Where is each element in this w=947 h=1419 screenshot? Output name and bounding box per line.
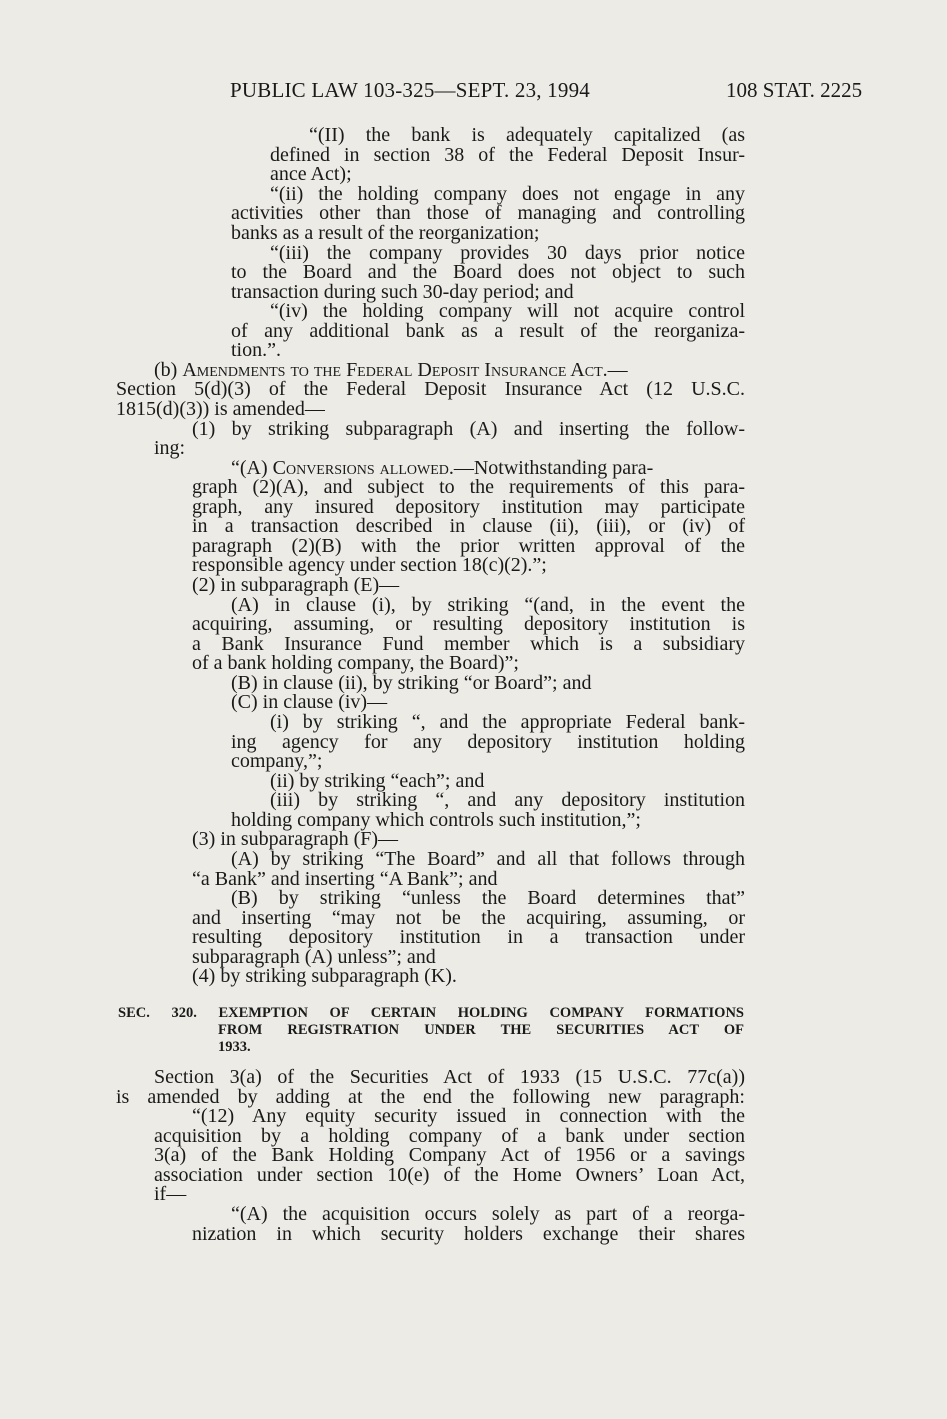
text-line: (2) in subparagraph (E)— bbox=[192, 574, 400, 596]
subsection-heading-text: Amendments to the Federal Deposit Insurance Act. bbox=[182, 359, 608, 381]
text-line: (4) by striking subparagraph (K). bbox=[192, 965, 457, 987]
running-head: PUBLIC LAW 103-325—SEPT. 23, 1994 bbox=[230, 78, 590, 102]
text-line: graph (2)(A), and subject to the requirements of this para- bbox=[192, 476, 745, 498]
text-line: (3) in subparagraph (F)— bbox=[192, 828, 399, 850]
text-line: nization in which security holders exchange their shares bbox=[192, 1223, 745, 1245]
text-line: “(iv) the holding company will not acquire control bbox=[270, 300, 745, 322]
text-line: banks as a result of the reorganization; bbox=[231, 222, 540, 244]
heading-dash: —Notwithstanding para- bbox=[453, 457, 654, 479]
text-line: activities other than those of managing and controlling bbox=[231, 202, 745, 224]
text-line: (C) in clause (iv)— bbox=[231, 691, 388, 713]
text-line: (i) by striking “, and the appropriate Federal bank- bbox=[270, 711, 745, 733]
text-line: is amended by adding at the end the following new paragraph: bbox=[116, 1086, 745, 1108]
text-line: “(ii) the holding company does not engage in any bbox=[270, 183, 745, 205]
text-line: “(iii) the company provides 30 days prior notice bbox=[270, 242, 745, 264]
heading-dash: — bbox=[607, 359, 628, 381]
text-line: of any additional bank as a result of the reorganiza- bbox=[231, 320, 745, 342]
text-line: “(II) the bank is adequately capitalized (as bbox=[309, 124, 745, 146]
statute-page-reference: 108 STAT. 2225 bbox=[726, 78, 863, 102]
text-line: acquiring, assuming, or resulting depository institution is bbox=[192, 613, 745, 635]
text-line: (ii) by striking “each”; and bbox=[270, 770, 485, 792]
text-line: ing agency for any depository institution holding bbox=[231, 731, 745, 753]
text-line: graph, any insured depository institution may participate bbox=[192, 496, 745, 518]
section-heading-line: FROM REGISTRATION UNDER THE SECURITIES ACT OF bbox=[218, 1022, 744, 1038]
text-line: if— bbox=[154, 1183, 187, 1205]
text-line: (B) in clause (ii), by striking “or Board”; and bbox=[231, 672, 592, 694]
text-line: 3(a) of the Bank Holding Company Act of 1956 or a savings bbox=[154, 1144, 745, 1166]
text-line: defined in section 38 of the Federal Deposit Insur- bbox=[270, 144, 745, 166]
text-line: (1) by striking subparagraph (A) and inserting the follow- bbox=[192, 418, 745, 440]
text-line: resulting depository institution in a transaction under bbox=[192, 926, 745, 948]
text-line: (iii) by striking “, and any depository institution bbox=[270, 789, 745, 811]
text-line: company,”; bbox=[231, 750, 323, 772]
text-line: association under section 10(e) of the Home Owners’ Loan Act, bbox=[154, 1164, 745, 1186]
text-line: paragraph (2)(B) with the prior written approval of the bbox=[192, 535, 745, 557]
text-line: and inserting “may not be the acquiring, assuming, or bbox=[192, 907, 745, 929]
subparagraph-heading-text: Conversions allowed. bbox=[272, 457, 454, 479]
text-line: holding company which controls such institution,”; bbox=[231, 809, 641, 831]
page-header bbox=[0, 78, 947, 108]
text-line: 1815(d)(3)) is amended— bbox=[116, 398, 325, 420]
text-line: to the Board and the Board does not object to such bbox=[231, 261, 745, 283]
text-line: (A) in clause (i), by striking “(and, in the event the bbox=[231, 594, 745, 616]
text-line: “a Bank” and inserting “A Bank”; and bbox=[192, 868, 498, 890]
subsection-designation: (b) bbox=[154, 359, 183, 381]
text-line: subparagraph (A) unless”; and bbox=[192, 946, 436, 968]
text-line: transaction during such 30-day period; and bbox=[231, 281, 574, 303]
subparagraph-designation: “(A) bbox=[231, 457, 273, 479]
text-line: (B) by striking “unless the Board determines that” bbox=[231, 887, 745, 909]
text-line: “(A) the acquisition occurs solely as part of a reorga- bbox=[231, 1203, 745, 1225]
text-line: tion.”. bbox=[231, 339, 281, 361]
text-line: Section 3(a) of the Securities Act of 1933 (15 U.S.C. 77c(a)) bbox=[154, 1066, 745, 1088]
section-heading-line: SEC. 320. EXEMPTION OF CERTAIN HOLDING COMPANY FORMATIONS bbox=[118, 1005, 744, 1021]
text-line: a Bank Insurance Fund member which is a subsidiary bbox=[192, 633, 745, 655]
text-line: Section 5(d)(3) of the Federal Deposit Insurance Act (12 U.S.C. bbox=[116, 378, 745, 400]
text-line: ing: bbox=[154, 437, 186, 459]
text-line: acquisition by a holding company of a bank under section bbox=[154, 1125, 745, 1147]
section-heading-line: 1933. bbox=[218, 1039, 251, 1055]
text-line: in a transaction described in clause (ii), (iii), or (iv) of bbox=[192, 515, 745, 537]
text-line: “(12) Any equity security issued in connection with the bbox=[192, 1105, 745, 1127]
text-line: (A) by striking “The Board” and all that follows through bbox=[231, 848, 745, 870]
text-line: of a bank holding company, the Board)”; bbox=[192, 652, 519, 674]
text-line: responsible agency under section 18(c)(2).”; bbox=[192, 554, 547, 576]
text-line: ance Act); bbox=[270, 163, 352, 185]
